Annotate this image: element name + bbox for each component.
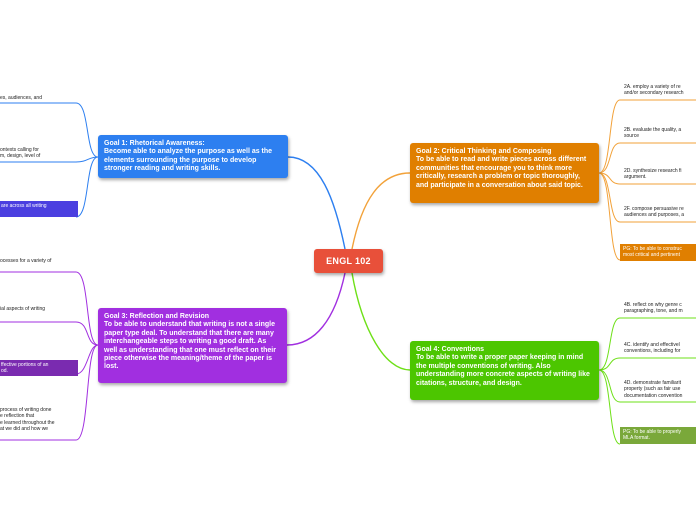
goal2-leaf-2a[interactable]: 2A. employ a variety of re and/or secondary research [624, 84, 684, 97]
goal1-leaf-2[interactable]: ontexts calling for m, design, level of [0, 147, 41, 160]
connector-central-goal4 [352, 273, 410, 370]
goal-4-conventions[interactable]: Goal 4: Conventions To be able to write a proper paper keeping in mind the multiple conventions of writing. Also understanding more concrete aspects of writing like citations, structure, and design. [410, 341, 599, 400]
connector-goal3-leaf4 [76, 345, 98, 440]
goal2-leaf-2d[interactable]: 2D. synthesize research fi argument. [624, 168, 682, 181]
connector-central-goal2 [352, 173, 410, 249]
connector-goal1-leaf3 [76, 157, 98, 217]
goal-3-reflection-revision[interactable]: Goal 3: Reflection and Revision To be able to understand that writing is not a single paper type deal. To understand that there are many interchangeable steps to writing a good draft. As well as understanding that one must reflect on their piece otherwise the meaning/theme of the paper is lost. [98, 308, 287, 383]
connector-central-goal1 [288, 157, 345, 249]
goal-1-rhetorical-awareness[interactable]: Goal 1: Rhetorical Awareness: Become able to analyze the purpose as well as the elements surrounding the purpose to develop stronger reading and writing skills. [98, 135, 288, 178]
goal4-leaf-pg[interactable]: PG: To be able to properly MLA format. [620, 427, 696, 444]
connector-goal4-leaf3 [599, 370, 620, 402]
connector-goal4-leaf4 [599, 370, 620, 444]
goal4-leaf-4b[interactable]: 4B. reflect on why genre c paragraphing, tone, and m [624, 302, 683, 315]
goal2-leaf-2f[interactable]: 2F. compose persuasive re audiences and purposes, a [624, 206, 685, 219]
connector-goal2-leaf5 [599, 173, 620, 260]
goal3-leaf-4[interactable]: process of writing done e reflection that e learned throughout the at we did and how we [0, 407, 55, 432]
connector-goal1-leaf2 [76, 157, 98, 162]
connector-goal4-leaf1 [599, 318, 620, 370]
goal3-leaf-2[interactable]: ial aspects of writing [0, 306, 46, 312]
goal1-leaf-3[interactable]: are across all writing [0, 201, 78, 217]
goal1-leaf-1[interactable]: es, audiences, and [0, 95, 42, 101]
goal4-leaf-4c[interactable]: 4C. identify and effectivel conventions, including for [624, 342, 681, 355]
goal-2-critical-thinking[interactable]: Goal 2: Critical Thinking and Composing To be able to read and write pieces across different communities that encourage you to think more critically, research a problem or topic thoroughly, and participate in a conversation about said topic. [410, 143, 599, 203]
central-topic[interactable]: ENGL 102 [314, 249, 383, 273]
connector-goal1-leaf1 [76, 103, 98, 157]
goal4-leaf-4d[interactable]: 4D. demonstrate familiarit property (such as fair use documentation convention [624, 380, 683, 399]
connector-goal2-leaf2 [599, 143, 620, 173]
connector-goal3-leaf1 [76, 272, 98, 345]
connector-central-goal3 [287, 273, 345, 345]
goal2-leaf-pg[interactable]: PG: To be able to construc most critical and pertinent [620, 244, 696, 261]
connector-goal2-leaf1 [599, 100, 620, 173]
connector-goal3-leaf3 [76, 345, 98, 374]
connector-goal3-leaf2 [76, 322, 98, 345]
goal2-leaf-2b[interactable]: 2B. evaluate the quality, a source [624, 127, 682, 140]
goal3-leaf-1[interactable]: ocesses for a variety of [0, 258, 52, 264]
goal3-leaf-3[interactable]: ffective portions of an od. [0, 360, 78, 376]
